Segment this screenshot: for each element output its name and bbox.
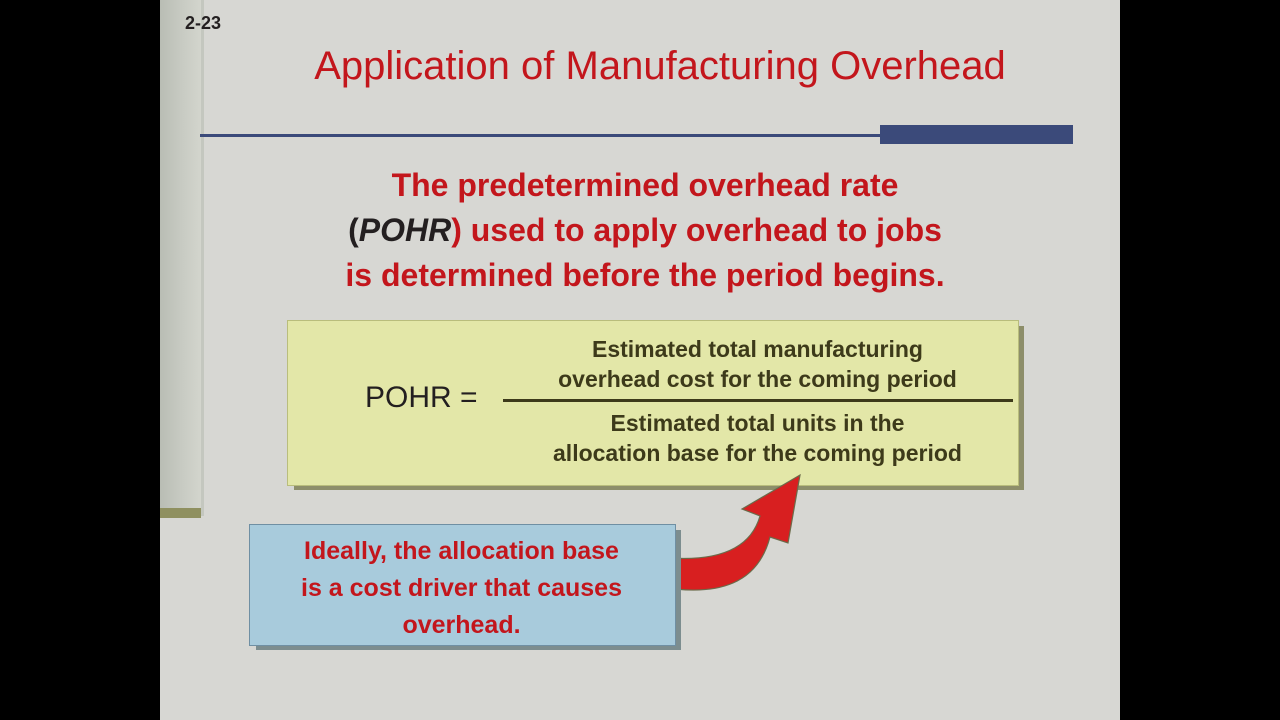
- lead-pohr-italic: POHR: [358, 212, 452, 248]
- callout-line-1: Ideally, the allocation base: [304, 537, 619, 565]
- formula-numerator-line-2: overhead cost for the coming period: [558, 366, 957, 392]
- title-divider-block: [880, 125, 1073, 144]
- lead-line-1: The predetermined overhead rate: [391, 167, 899, 203]
- lead-paragraph: [200, 163, 1090, 298]
- page-title: Application of Manufacturing Overhead: [314, 44, 1006, 88]
- slide-canvas: [160, 0, 1120, 720]
- formula-numerator-line-1: Estimated total manufacturing: [592, 336, 923, 362]
- left-decor-band: [160, 0, 201, 516]
- left-decor-band-accent: [160, 508, 201, 518]
- formula-label: POHR =: [365, 381, 478, 414]
- lead-paren-open: (: [348, 212, 359, 248]
- formula-denominator-line-1: Estimated total units in the: [610, 410, 905, 436]
- formula-fraction-bar: [503, 399, 1013, 402]
- lead-line-3: is determined before the period begins.: [345, 257, 945, 293]
- formula-fraction: [500, 334, 1015, 468]
- callout-text: [249, 533, 674, 644]
- callout-line-3: overhead.: [402, 611, 521, 639]
- title-divider-line: [200, 134, 920, 137]
- slide-number: 2-23: [185, 13, 222, 33]
- callout-line-2: is a cost driver that causes: [301, 574, 622, 602]
- lead-line-2-rest: ) used to apply overhead to jobs: [451, 212, 942, 248]
- lead-line-2: [200, 208, 1090, 253]
- formula-denominator-line-2: allocation base for the coming period: [553, 440, 962, 466]
